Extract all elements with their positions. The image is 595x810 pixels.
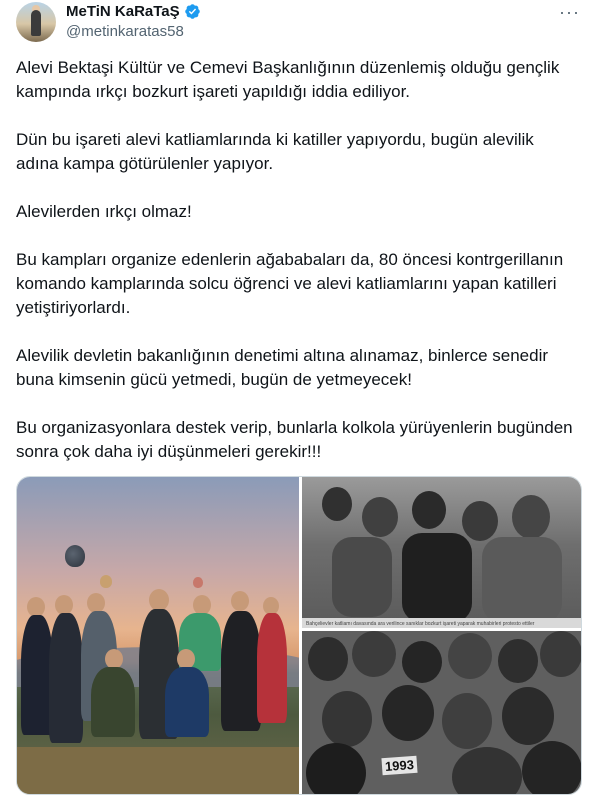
author-name-row[interactable]: [66, 3, 201, 20]
hot-air-balloon-icon: [65, 545, 85, 567]
tweet-paragraph: Alevilerden ırkçı olmaz!: [16, 202, 192, 221]
more-horizontal-icon[interactable]: ···: [559, 2, 580, 22]
tweet-media-grid: [16, 476, 582, 795]
photo-crowd: [17, 597, 299, 794]
photo-archive-crowd[interactable]: [302, 631, 582, 794]
author-handle[interactable]: @metinkaratas58: [66, 23, 184, 40]
hot-air-balloon-icon: [100, 575, 112, 588]
photo-caption: Bahçelievler katliamı davasında ara verilince sanıklar bozkurt işareti yaparak muhabirleri protesto ettiler: [306, 621, 535, 627]
photo-group-camp[interactable]: [17, 477, 299, 794]
protest-sign: 1993: [381, 756, 417, 775]
photo-archive-courtroom[interactable]: [302, 477, 582, 628]
tweet-paragraph: Bu organizasyonlara destek verip, bunlarla kolkola yürüyenlerin bugünden sonra çok daha iyi düşünmeleri gerekir!!!: [16, 418, 573, 461]
tweet-text: [16, 56, 581, 488]
verified-badge-icon: [184, 3, 201, 20]
avatar[interactable]: [16, 2, 56, 42]
tweet-paragraph: Bu kampları organize edenlerin ağababaları da, 80 öncesi kontrgerillanın komando kamplarında solcu öğrenci ve alevi katliamlarını yapan katilleri yetiştiriyorlardı.: [16, 250, 564, 317]
tweet-paragraph: Alevilik devletin bakanlığının denetimi altına alınamaz, binlerce senedir buna kimsenin gücü yetmedi, bugün de yetmeyecek!: [16, 346, 549, 389]
avatar-figure: [31, 10, 41, 36]
author-display-name[interactable]: MeTiN KaRaTaŞ: [66, 3, 180, 20]
photo-caption-strip: [302, 618, 582, 628]
hot-air-balloon-icon: [193, 577, 203, 588]
tweet-paragraph: Dün bu işareti alevi katliamlarında ki katiller yapıyordu, bugün alevilik adına kampa götürülenler yapıyor.: [16, 130, 534, 173]
tweet-paragraph: Alevi Bektaşi Kültür ve Cemevi Başkanlığının düzenlemiş olduğu gençlik kampında ırkçı bozkurt işareti yapıldığı iddia ediliyor.: [16, 58, 560, 101]
tweet-header: [16, 0, 586, 50]
